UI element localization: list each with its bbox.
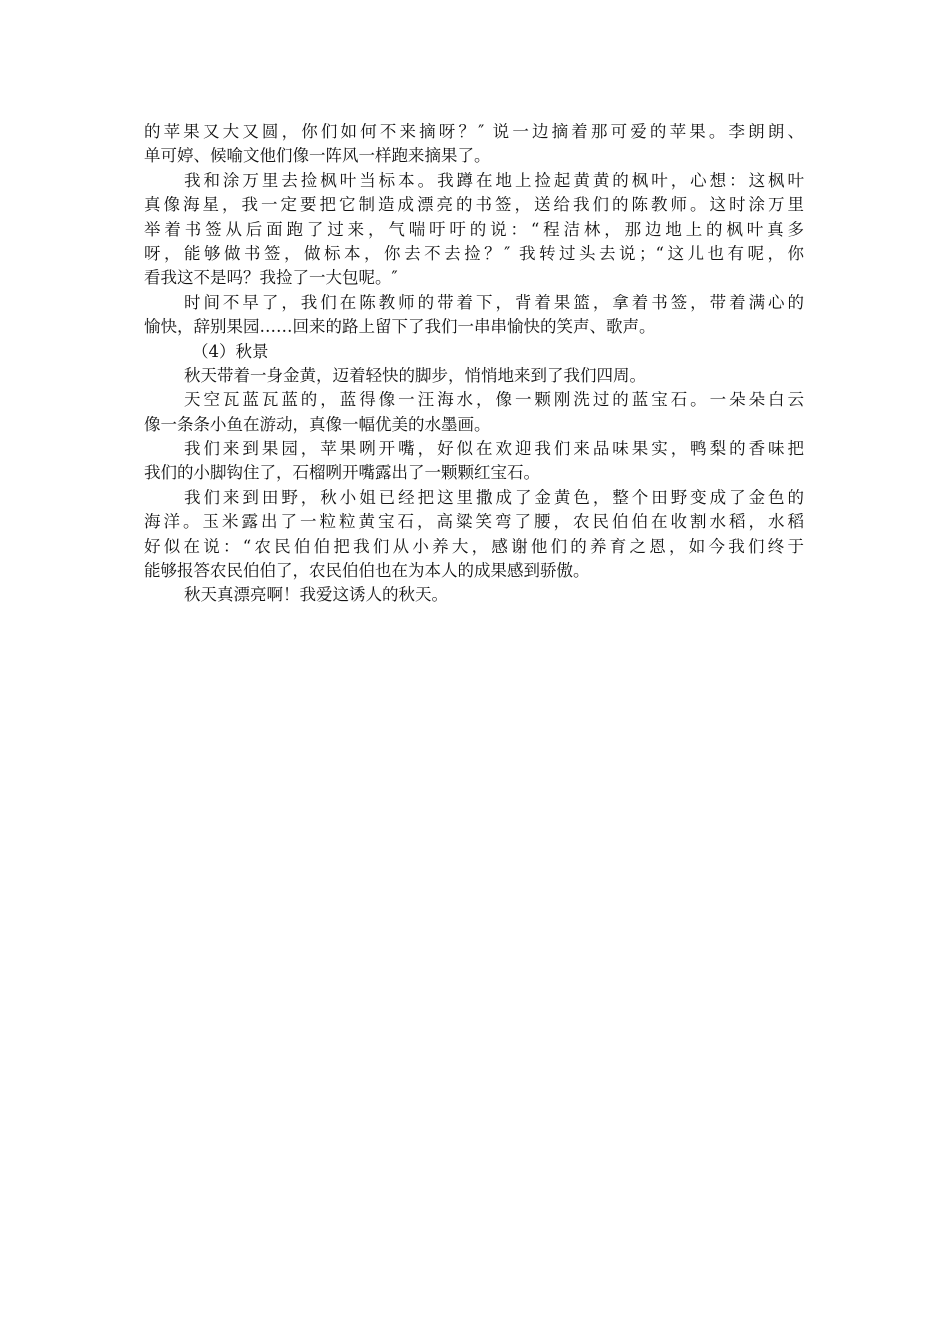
text-line: 我们来到果园，苹果咧开嘴，好似在欢迎我们来品味果实，鸭梨的香味把	[184, 439, 804, 459]
section-heading: （4）秋景	[192, 341, 269, 361]
text-line: 像一条条小鱼在游动，真像一幅优美的水墨画。	[144, 414, 491, 434]
text-line: 时间不早了，我们在陈教师的带着下，背着果篮，拿着书签，带着满心的	[184, 292, 804, 312]
text-line: 海洋。玉米露出了一粒粒黄宝石，高粱笑弯了腰，农民伯伯在收割水稻，水稻	[144, 512, 804, 532]
text-line: 我们来到田野，秋小姐已经把这里撒成了金黄色，整个田野变成了金色的	[184, 487, 804, 507]
text-line: 天空瓦蓝瓦蓝的，蓝得像一汪海水，像一颗刚洗过的蓝宝石。一朵朵白云	[184, 390, 804, 410]
text-line: 愉快，辞别果园……回来的路上留下了我们一串串愉快的笑声、歌声。	[144, 317, 656, 337]
text-line: 秋天真漂亮啊！我爱这诱人的秋天。	[184, 585, 448, 605]
text-line: 呀，能够做书签，做标本，你去不去捡？″ 我转过头去说；“这儿也有呢，你	[144, 243, 804, 263]
text-line: 能够报答农民伯伯了，农民伯伯也在为本人的成果感到骄傲。	[144, 561, 590, 581]
text-line: 好似在说：“农民伯伯把我们从小养大，感谢他们的养育之恩，如今我们终于	[144, 536, 804, 556]
text-line: 我和涂万里去捡枫叶当标本。我蹲在地上捡起黄黄的枫叶，心想：这枫叶	[184, 170, 804, 190]
text-line: 秋天带着一身金黄，迈着轻快的脚步，悄悄地来到了我们四周。	[184, 365, 646, 385]
text-line: 的苹果又大又圆，你们如何不来摘呀？″ 说一边摘着那可爱的苹果。李朗朗、	[144, 122, 804, 141]
document-body	[144, 120, 804, 608]
text-line: 举着书签从后面跑了过来，气喘吁吁的说：“程洁林，那边地上的枫叶真多	[144, 219, 804, 239]
text-line: 真像海星，我一定要把它制造成漂亮的书签，送给我们的陈教师。这时涂万里	[144, 195, 804, 215]
text-line: 单可婷、候喻文他们像一阵风一样跑来摘果了。	[144, 146, 491, 166]
text-line: 我们的小脚钩住了，石榴咧开嘴露出了一颗颗红宝石。	[144, 463, 540, 483]
text-line: 看我这不是吗？我捡了一大包呢。″	[144, 268, 398, 288]
